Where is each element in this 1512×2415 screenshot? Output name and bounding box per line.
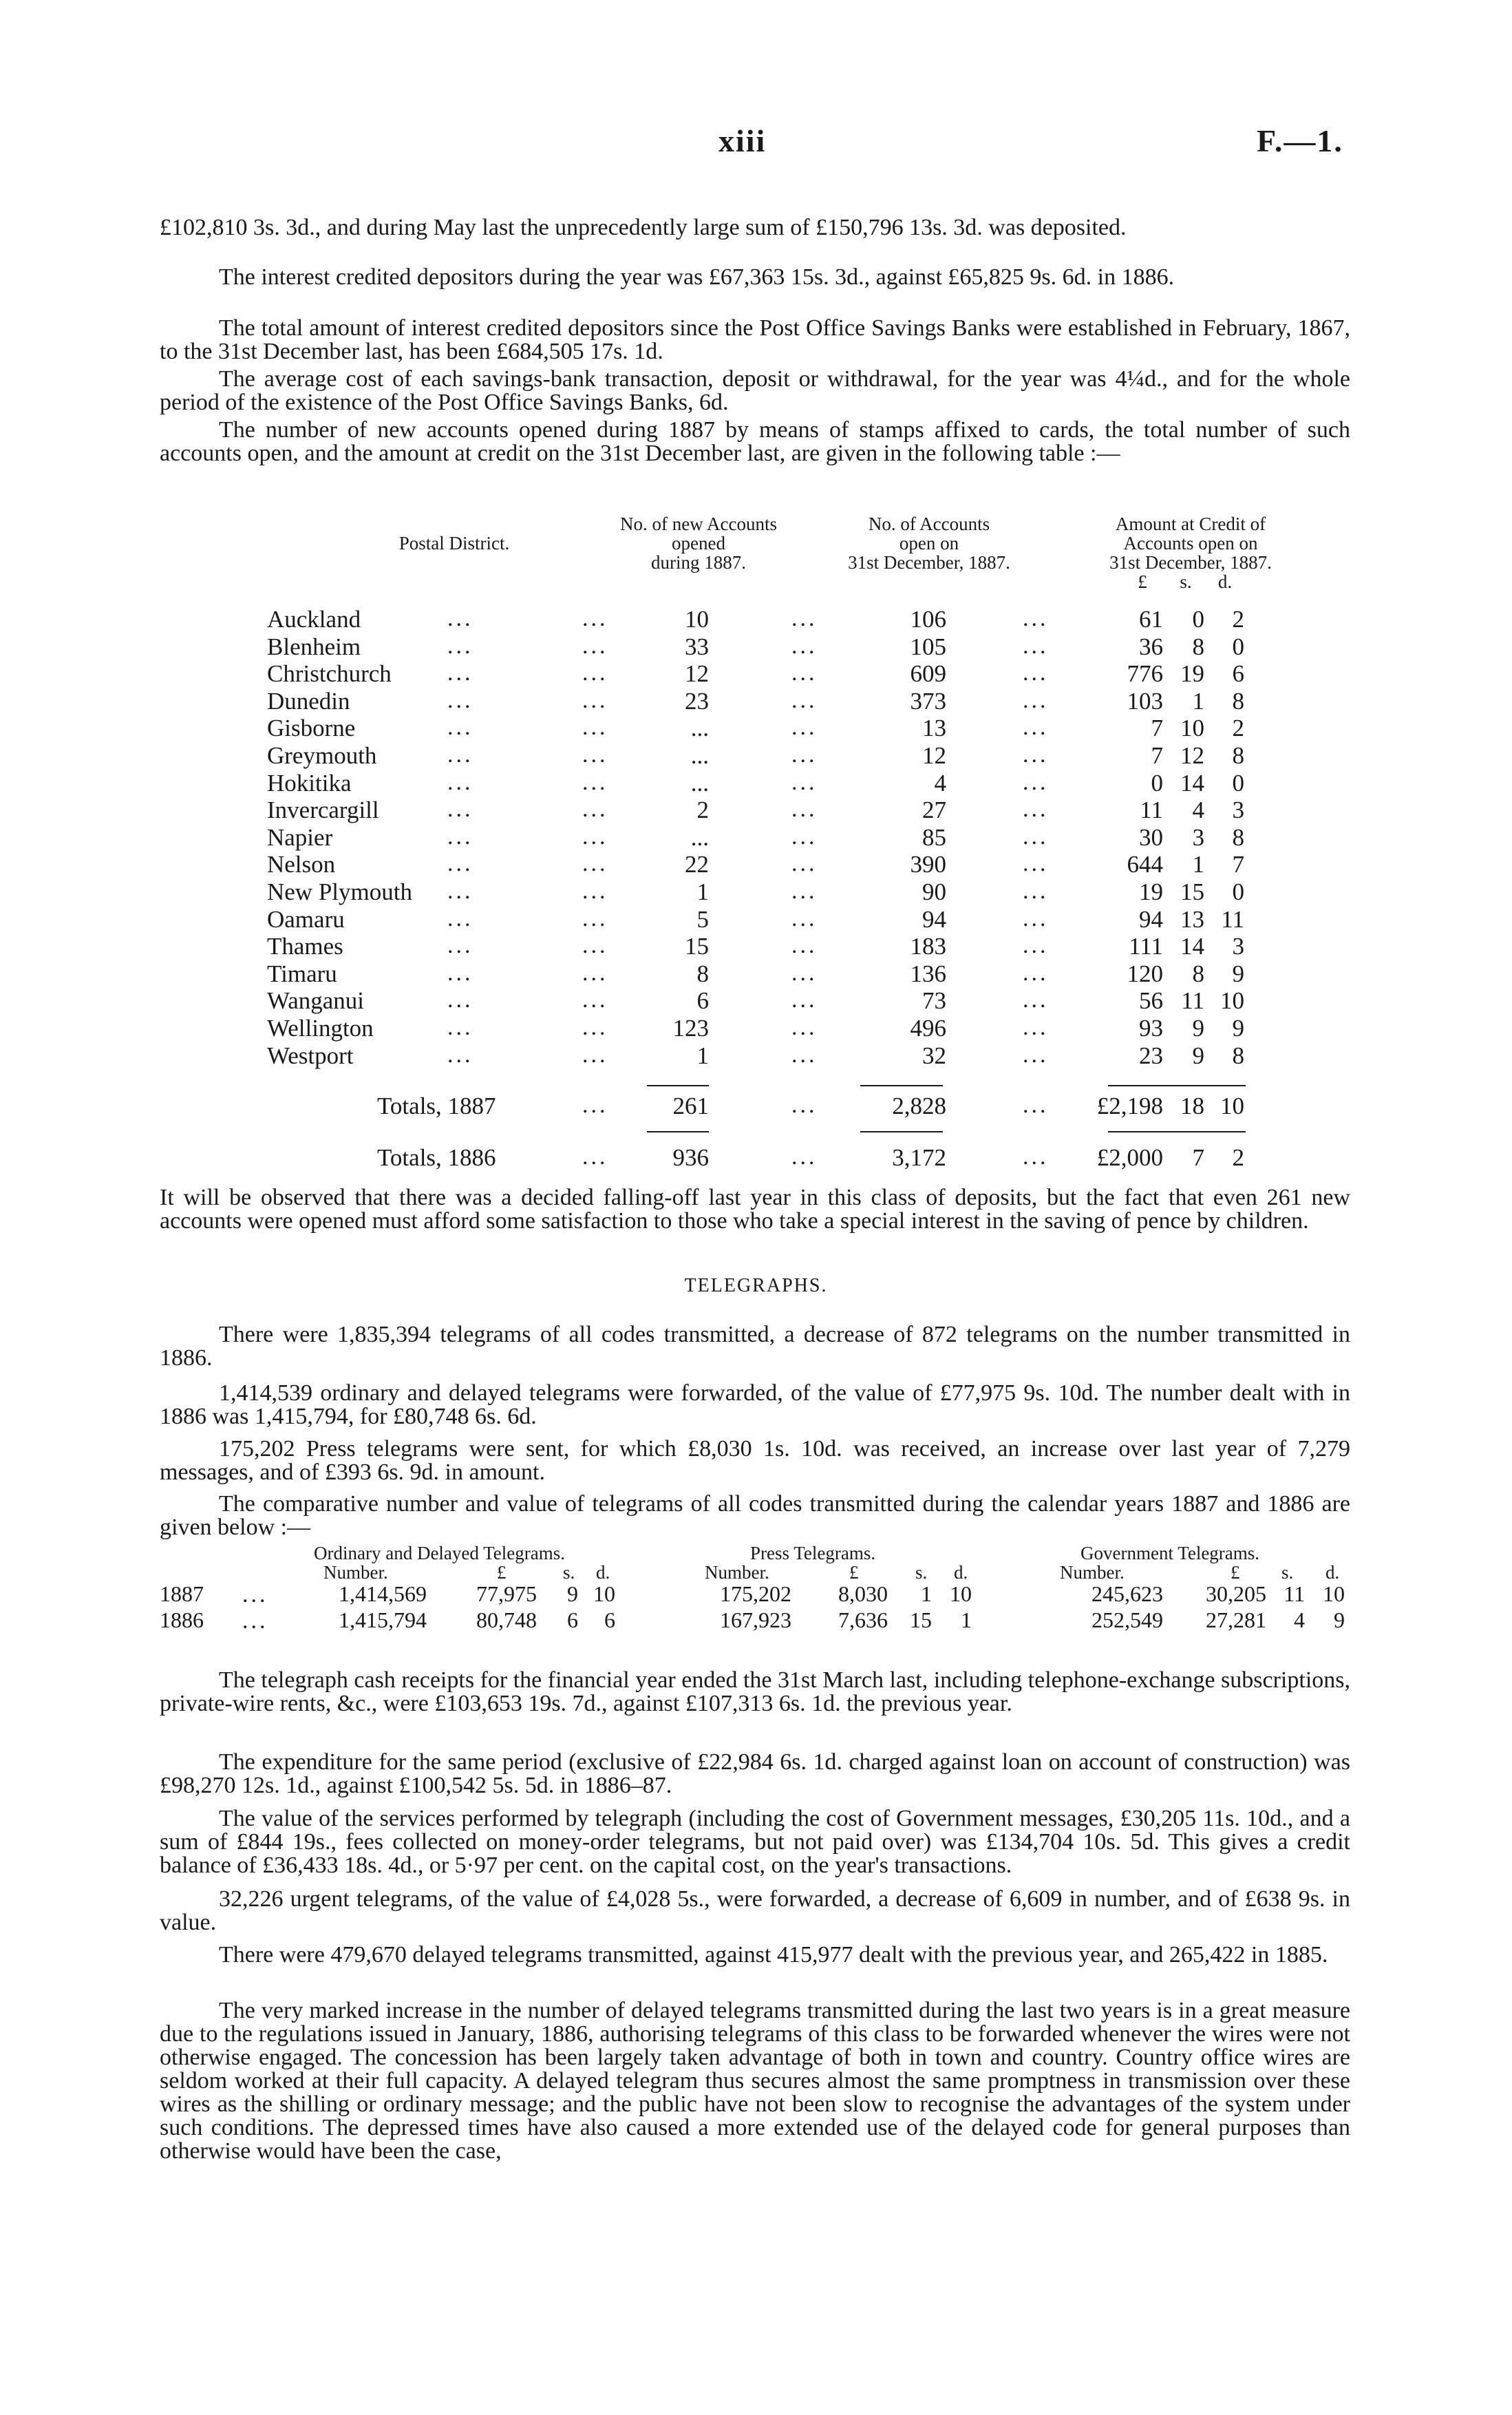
new-accounts-value: ...	[690, 823, 709, 851]
amount-pence: 3	[1232, 797, 1244, 824]
leader-dots: ...	[582, 1144, 608, 1170]
leader-dots: ...	[582, 851, 608, 877]
leader-dots: ...	[582, 1015, 608, 1040]
year: 1886	[160, 1607, 204, 1632]
leader-dots: ...	[791, 933, 818, 959]
leader-dots: ...	[791, 1042, 818, 1068]
district-name: Napier	[267, 823, 333, 851]
leader-dots: ...	[1023, 905, 1049, 931]
totals-1886-pounds: £2,000	[1096, 1144, 1163, 1171]
leader-dots: ...	[447, 1015, 473, 1040]
subheader-shillings: s.	[563, 1562, 575, 1583]
leader-dots: ...	[582, 687, 608, 713]
district-name: Nelson	[267, 851, 336, 878]
paragraph-delayed-count: There were 479,670 delayed telegrams transmitted, against 415,977 dealt with the previous year, and 265,422 in 1885.	[219, 1942, 1328, 1968]
leader-dots: ...	[791, 878, 818, 904]
amount-pounds: 94	[1139, 905, 1163, 933]
paragraph-ordinary-delayed: 1,414,539 ordinary and delayed telegrams were forwarded, of the value of £77,975 9s. 10d. The number dealt with in 1886 was 1,415,794, for £80,748 6s. 6d.	[160, 1380, 1350, 1429]
district-name: Gisborne	[267, 715, 356, 742]
ordinary-number: 1,414,569	[339, 1581, 427, 1606]
new-accounts-value: 1	[696, 1042, 709, 1069]
leader-dots: ...	[447, 851, 473, 877]
leader-dots: ...	[582, 1042, 608, 1068]
leader-dots: ...	[582, 633, 608, 659]
amount-pence: 8	[1232, 823, 1244, 851]
leader-dots: ...	[791, 633, 818, 659]
leader-dots: ...	[1023, 1015, 1049, 1040]
district-name: Thames	[267, 933, 343, 960]
government-number: 245,623	[1092, 1581, 1163, 1606]
subheader-pounds: £	[849, 1562, 859, 1583]
leader-dots: ...	[1023, 960, 1049, 986]
amount-pence: 0	[1232, 878, 1244, 905]
new-accounts-value: 22	[685, 851, 709, 878]
press-pounds: 8,030	[838, 1581, 888, 1606]
leader-dots: ...	[447, 960, 473, 986]
government-pounds: 27,281	[1206, 1607, 1266, 1632]
ordinary-pence: 6	[604, 1607, 615, 1632]
amount-shillings: 1	[1192, 687, 1204, 715]
rule-amount-totals-1887	[1108, 1085, 1246, 1086]
leader-dots: ...	[582, 960, 608, 986]
amount-pounds: 111	[1129, 933, 1163, 960]
leader-dots: ...	[447, 905, 473, 931]
leader-dots: ...	[1023, 769, 1049, 795]
leader-dots: ...	[242, 1582, 268, 1607]
new-accounts-value: ...	[690, 769, 709, 797]
new-accounts-value: 1	[696, 878, 709, 905]
leader-dots: ...	[791, 660, 818, 686]
totals-1887-shillings: 18	[1180, 1093, 1204, 1119]
district-name: Invercargill	[267, 797, 379, 824]
amount-shillings: 14	[1180, 933, 1204, 960]
leader-dots: ...	[582, 715, 608, 741]
paragraph-average-cost: The average cost of each savings-bank transaction, deposit or withdrawal, for the year was 4¼d., and for the whole period of the existence of the Post Office Savings Banks, 6d.	[160, 366, 1350, 415]
unit-pence: d.	[1217, 571, 1233, 592]
leader-dots: ...	[242, 1608, 268, 1634]
amount-pounds: 7	[1151, 742, 1163, 769]
leader-dots: ...	[1023, 987, 1049, 1013]
totals-1886-open: 3,172	[892, 1144, 946, 1171]
district-name: Wellington	[267, 1015, 374, 1042]
leader-dots: ...	[582, 933, 608, 959]
district-name: Dunedin	[267, 687, 350, 715]
amount-pence: 0	[1232, 633, 1244, 660]
leader-dots: ...	[447, 687, 473, 713]
leader-dots: ...	[447, 933, 473, 959]
subheader-shillings: s.	[1281, 1562, 1294, 1583]
leader-dots: ...	[1023, 715, 1049, 741]
press-pence: 1	[961, 1607, 972, 1632]
leader-dots: ...	[791, 715, 818, 741]
report-code: F.—1.	[1257, 123, 1343, 158]
paragraph-stamp-accounts-intro: The number of new accounts opened during 1887 by means of stamps affixed to cards, the total number of such accounts open, and the amount at credit on the 31st December last, are given in the following table :—	[160, 417, 1350, 466]
amount-pence: 7	[1232, 851, 1244, 878]
leader-dots: ...	[791, 1144, 818, 1170]
rule-new-totals-1887	[647, 1085, 709, 1086]
section-heading-telegraphs: TELEGRAPHS.	[684, 1275, 828, 1296]
new-accounts-value: 10	[685, 606, 709, 633]
totals-1887-label: Totals, 1887	[377, 1093, 496, 1119]
header-postal-district: Postal District.	[398, 533, 510, 553]
ordinary-number: 1,415,794	[339, 1607, 427, 1632]
leader-dots: ...	[791, 823, 818, 850]
district-name: Christchurch	[267, 660, 392, 688]
leader-dots: ...	[791, 987, 818, 1013]
new-accounts-value: 15	[685, 933, 709, 960]
subheader-number: Number.	[323, 1562, 388, 1583]
amount-pounds: 776	[1127, 660, 1163, 688]
totals-1887-pounds: £2,198	[1096, 1093, 1163, 1119]
leader-dots: ...	[791, 905, 818, 931]
leader-dots: ...	[447, 606, 473, 631]
leader-dots: ...	[1023, 1042, 1049, 1068]
amount-pounds: 36	[1139, 633, 1163, 660]
accounts-open-value: 183	[910, 933, 946, 960]
amount-pounds: 7	[1151, 715, 1163, 742]
leader-dots: ...	[447, 878, 473, 904]
government-number: 252,549	[1092, 1607, 1163, 1632]
paragraph-telegrams-transmitted: There were 1,835,394 telegrams of all codes transmitted, a decrease of 872 telegrams on the number transmitted in 1886.	[160, 1322, 1350, 1371]
amount-pence: 9	[1232, 960, 1244, 987]
amount-pounds: 120	[1127, 960, 1163, 987]
amount-pence: 2	[1232, 606, 1244, 633]
amount-pounds: 93	[1139, 1015, 1163, 1042]
paragraph-delayed-increase: The very marked increase in the number of delayed telegrams transmitted during the last two years is in a great measure due to the regulations issued in January, 1886, authorising telegrams of this class to be forwarded whenever the wires were not otherwise engaged. The concession has been largely taken advantage of both in town and country. Country office wires are seldom worked at their full capacity. A delayed telegram thus secures almost the same promptness in transmission over these wires as the shilling or ordinary message; and the public have not been slow to recognise the advantages of the system under such conditions. The depressed times have also caused a more extended use of the delayed code for general purposes than otherwise would have been the case,	[160, 1998, 1350, 2164]
rule-open-totals-1887	[860, 1085, 943, 1086]
paragraph-cash-receipts: The telegraph cash receipts for the financial year ended the 31st March last, including telephone-exchange subscriptions, private-wire rents, &c., were £103,653 19s. 7d., against £107,313 6s. 1d. the previous year.	[160, 1667, 1350, 1716]
accounts-open-value: 373	[910, 687, 946, 715]
group-government: Government Telegrams.	[1080, 1543, 1260, 1563]
paragraph-falling-off: It will be observed that there was a decided falling-off last year in this class of deposits, but the fact that even 261 new accounts were opened must afford some satisfaction to those who take a special interest in the saving of pence by children.	[160, 1185, 1350, 1234]
rule-amount-totals-1886	[1108, 1131, 1246, 1132]
leader-dots: ...	[582, 660, 608, 686]
amount-shillings: 13	[1180, 905, 1204, 933]
amount-pounds: 56	[1139, 987, 1163, 1015]
district-name: Oamaru	[267, 905, 345, 933]
amount-pounds: 23	[1139, 1042, 1163, 1069]
new-accounts-value: 123	[672, 1015, 709, 1042]
leader-dots: ...	[1023, 606, 1049, 631]
ordinary-shillings: 6	[567, 1607, 578, 1632]
leader-dots: ...	[791, 1093, 818, 1118]
subheader-shillings: s.	[915, 1562, 928, 1583]
subheader-number: Number.	[1060, 1562, 1125, 1583]
leader-dots: ...	[1023, 797, 1049, 823]
new-accounts-value: ...	[690, 715, 709, 742]
leader-dots: ...	[1023, 851, 1049, 877]
leader-dots: ...	[447, 769, 473, 795]
government-shillings: 4	[1294, 1607, 1305, 1632]
unit-shillings: s.	[1180, 571, 1192, 592]
unit-pounds: £	[1138, 571, 1147, 592]
leader-dots: ...	[447, 742, 473, 768]
leader-dots: ...	[582, 878, 608, 904]
leader-dots: ...	[791, 606, 818, 631]
leader-dots: ...	[791, 797, 818, 823]
paragraph-services-value: The value of the services performed by telegraph (including the cost of Government messages, £30,205 11s. 10d., and a sum of £844 19s., fees collected on money-order telegrams, but not paid over) was £134,704 10s. 5d. This gives a credit balance of £36,433 18s. 4d., or 5·97 per cent. on the capital cost, on the year's transactions.	[160, 1806, 1350, 1878]
accounts-open-value: 496	[910, 1015, 946, 1042]
amount-shillings: 11	[1181, 987, 1204, 1015]
paragraph-deposits-may: £102,810 3s. 3d., and during May last the unprecedently large sum of £150,796 13s. 3d. was deposited.	[160, 215, 1127, 240]
accounts-open-value: 390	[910, 851, 946, 878]
new-accounts-value: 23	[685, 687, 709, 715]
paragraph-comparative-intro: The comparative number and value of telegrams of all codes transmitted during the calendar years 1887 and 1886 are given below :—	[160, 1491, 1350, 1540]
new-accounts-value: ...	[690, 742, 709, 769]
leader-dots: ...	[1023, 1144, 1049, 1170]
accounts-open-value: 4	[934, 769, 946, 797]
press-number: 175,202	[720, 1581, 791, 1606]
amount-pence: 10	[1220, 987, 1244, 1015]
new-accounts-value: 33	[685, 633, 709, 660]
new-accounts-value: 8	[696, 960, 709, 987]
rule-new-totals-1886	[647, 1131, 709, 1132]
paragraph-press-telegrams: 175,202 Press telegrams were sent, for which £8,030 1s. 10d. was received, an increase over last year of 7,279 messages, and of £393 6s. 9d. in amount.	[160, 1436, 1350, 1485]
amount-pence: 6	[1232, 660, 1244, 688]
amount-pounds: 11	[1140, 797, 1163, 824]
group-press: Press Telegrams.	[750, 1543, 876, 1563]
amount-pounds: 644	[1127, 851, 1163, 878]
leader-dots: ...	[791, 742, 818, 768]
subheader-pence: d.	[954, 1562, 968, 1583]
government-shillings: 11	[1284, 1581, 1305, 1606]
amount-pence: 8	[1232, 742, 1244, 769]
leader-dots: ...	[582, 1093, 608, 1118]
totals-1887-new: 261	[672, 1093, 709, 1119]
leader-dots: ...	[582, 797, 608, 823]
accounts-open-value: 13	[922, 715, 946, 742]
leader-dots: ...	[582, 606, 608, 631]
leader-dots: ...	[447, 660, 473, 686]
leader-dots: ...	[582, 823, 608, 850]
rule-open-totals-1886	[860, 1131, 943, 1132]
leader-dots: ...	[1023, 660, 1049, 686]
leader-dots: ...	[791, 769, 818, 795]
amount-shillings: 0	[1192, 606, 1204, 633]
amount-shillings: 8	[1192, 960, 1204, 987]
header-new-accounts: No. of new Accounts opened during 1887.	[620, 514, 777, 573]
amount-shillings: 14	[1180, 769, 1204, 797]
new-accounts-value: 6	[696, 987, 709, 1015]
ordinary-shillings: 9	[567, 1581, 578, 1606]
totals-1887-pence: 10	[1220, 1093, 1244, 1119]
paragraph-interest-credited: The interest credited depositors during the year was £67,363 15s. 3d., against £65,825 9s. 6d. in 1886.	[219, 264, 1175, 290]
district-name: Timaru	[267, 960, 337, 987]
district-name: Hokitika	[267, 769, 352, 797]
amount-shillings: 10	[1180, 715, 1204, 742]
leader-dots: ...	[582, 987, 608, 1013]
totals-1886-label: Totals, 1886	[377, 1144, 496, 1171]
government-pence: 9	[1334, 1607, 1345, 1632]
amount-pounds: 103	[1127, 687, 1163, 715]
amount-pence: 0	[1232, 769, 1244, 797]
subheader-pence: d.	[596, 1562, 610, 1583]
totals-1887-open: 2,828	[892, 1093, 946, 1119]
leader-dots: ...	[791, 1015, 818, 1040]
leader-dots: ...	[582, 905, 608, 931]
amount-shillings: 9	[1192, 1015, 1204, 1042]
accounts-open-value: 90	[922, 878, 946, 905]
subheader-pounds: £	[1231, 1562, 1240, 1583]
leader-dots: ...	[447, 987, 473, 1013]
leader-dots: ...	[1023, 878, 1049, 904]
accounts-open-value: 12	[922, 742, 946, 769]
leader-dots: ...	[1023, 933, 1049, 959]
leader-dots: ...	[582, 769, 608, 795]
amount-shillings: 9	[1192, 1042, 1204, 1069]
press-number: 167,923	[720, 1607, 791, 1632]
amount-shillings: 15	[1180, 878, 1204, 905]
leader-dots: ...	[791, 687, 818, 713]
district-name: Westport	[267, 1042, 354, 1069]
accounts-open-value: 136	[910, 960, 946, 987]
press-pence: 10	[950, 1581, 972, 1606]
group-ordinary-delayed: Ordinary and Delayed Telegrams.	[314, 1543, 565, 1563]
year: 1887	[160, 1581, 204, 1606]
amount-shillings: 12	[1180, 742, 1204, 769]
leader-dots: ...	[1023, 1093, 1049, 1118]
ordinary-pounds: 77,975	[476, 1581, 537, 1606]
amount-pounds: 0	[1151, 769, 1163, 797]
accounts-open-value: 27	[922, 797, 946, 824]
header-amount-credit: Amount at Credit of Accounts open on 31st December, 1887.	[1109, 514, 1272, 573]
leader-dots: ...	[447, 797, 473, 823]
page-number: xiii	[718, 123, 767, 158]
leader-dots: ...	[582, 742, 608, 768]
ordinary-pence: 10	[593, 1581, 615, 1606]
header-accounts-open: No. of Accounts open on 31st December, 1887.	[848, 514, 1010, 573]
leader-dots: ...	[1023, 742, 1049, 768]
amount-pounds: 19	[1139, 878, 1163, 905]
leader-dots: ...	[447, 633, 473, 659]
amount-pence: 8	[1232, 687, 1244, 715]
accounts-open-value: 106	[910, 606, 946, 633]
press-shillings: 15	[910, 1607, 932, 1632]
district-name: Greymouth	[267, 742, 377, 769]
leader-dots: ...	[791, 960, 818, 986]
amount-pounds: 30	[1139, 823, 1163, 851]
amount-pence: 9	[1232, 1015, 1244, 1042]
press-pounds: 7,636	[838, 1607, 888, 1632]
accounts-open-value: 32	[922, 1042, 946, 1069]
amount-pounds: 61	[1139, 606, 1163, 633]
totals-1886-shillings: 7	[1192, 1144, 1204, 1171]
amount-pence: 8	[1232, 1042, 1244, 1069]
government-pounds: 30,205	[1206, 1581, 1266, 1606]
amount-shillings: 1	[1192, 851, 1204, 878]
accounts-open-value: 94	[922, 905, 946, 933]
subheader-pence: d.	[1325, 1562, 1340, 1583]
totals-1886-pence: 2	[1232, 1144, 1244, 1171]
subheader-number: Number.	[705, 1562, 769, 1583]
new-accounts-value: 2	[696, 797, 709, 824]
accounts-open-value: 73	[922, 987, 946, 1015]
district-name: Auckland	[267, 606, 361, 633]
district-name: Wanganui	[267, 987, 365, 1015]
paragraph-urgent-telegrams: 32,226 urgent telegrams, of the value of £4,028 5s., were forwarded, a decrease of 6,609 in number, and of £638 9s. in value.	[160, 1886, 1350, 1935]
amount-shillings: 19	[1180, 660, 1204, 688]
press-shillings: 1	[921, 1581, 932, 1606]
amount-shillings: 4	[1192, 797, 1204, 824]
accounts-open-value: 609	[910, 660, 946, 688]
paragraph-total-interest: The total amount of interest credited depositors since the Post Office Savings Banks were established in February, 1867, to the 31st December last, has been £684,505 17s. 1d.	[160, 315, 1350, 364]
district-name: Blenheim	[267, 633, 361, 660]
new-accounts-value: 12	[685, 660, 709, 688]
amount-pence: 11	[1221, 905, 1244, 933]
leader-dots: ...	[1023, 823, 1049, 850]
accounts-open-value: 105	[910, 633, 946, 660]
leader-dots: ...	[791, 851, 818, 877]
leader-dots: ...	[1023, 687, 1049, 713]
totals-1886-new: 936	[672, 1144, 709, 1171]
ordinary-pounds: 80,748	[476, 1607, 537, 1632]
amount-pence: 3	[1232, 933, 1244, 960]
district-name: New Plymouth	[267, 878, 412, 905]
amount-pence: 2	[1232, 715, 1244, 742]
leader-dots: ...	[447, 1042, 473, 1068]
leader-dots: ...	[447, 823, 473, 850]
amount-shillings: 8	[1192, 633, 1204, 660]
new-accounts-value: 5	[696, 905, 709, 933]
paragraph-expenditure: The expenditure for the same period (exclusive of £22,984 6s. 1d. charged against loan on account of construction) was £98,270 12s. 1d., against £100,542 5s. 5d. in 1886–87.	[160, 1749, 1350, 1798]
accounts-open-value: 85	[922, 823, 946, 851]
leader-dots: ...	[1023, 633, 1049, 659]
leader-dots: ...	[447, 715, 473, 741]
subheader-pounds: £	[497, 1562, 507, 1583]
government-pence: 10	[1323, 1581, 1345, 1606]
amount-shillings: 3	[1192, 823, 1204, 851]
